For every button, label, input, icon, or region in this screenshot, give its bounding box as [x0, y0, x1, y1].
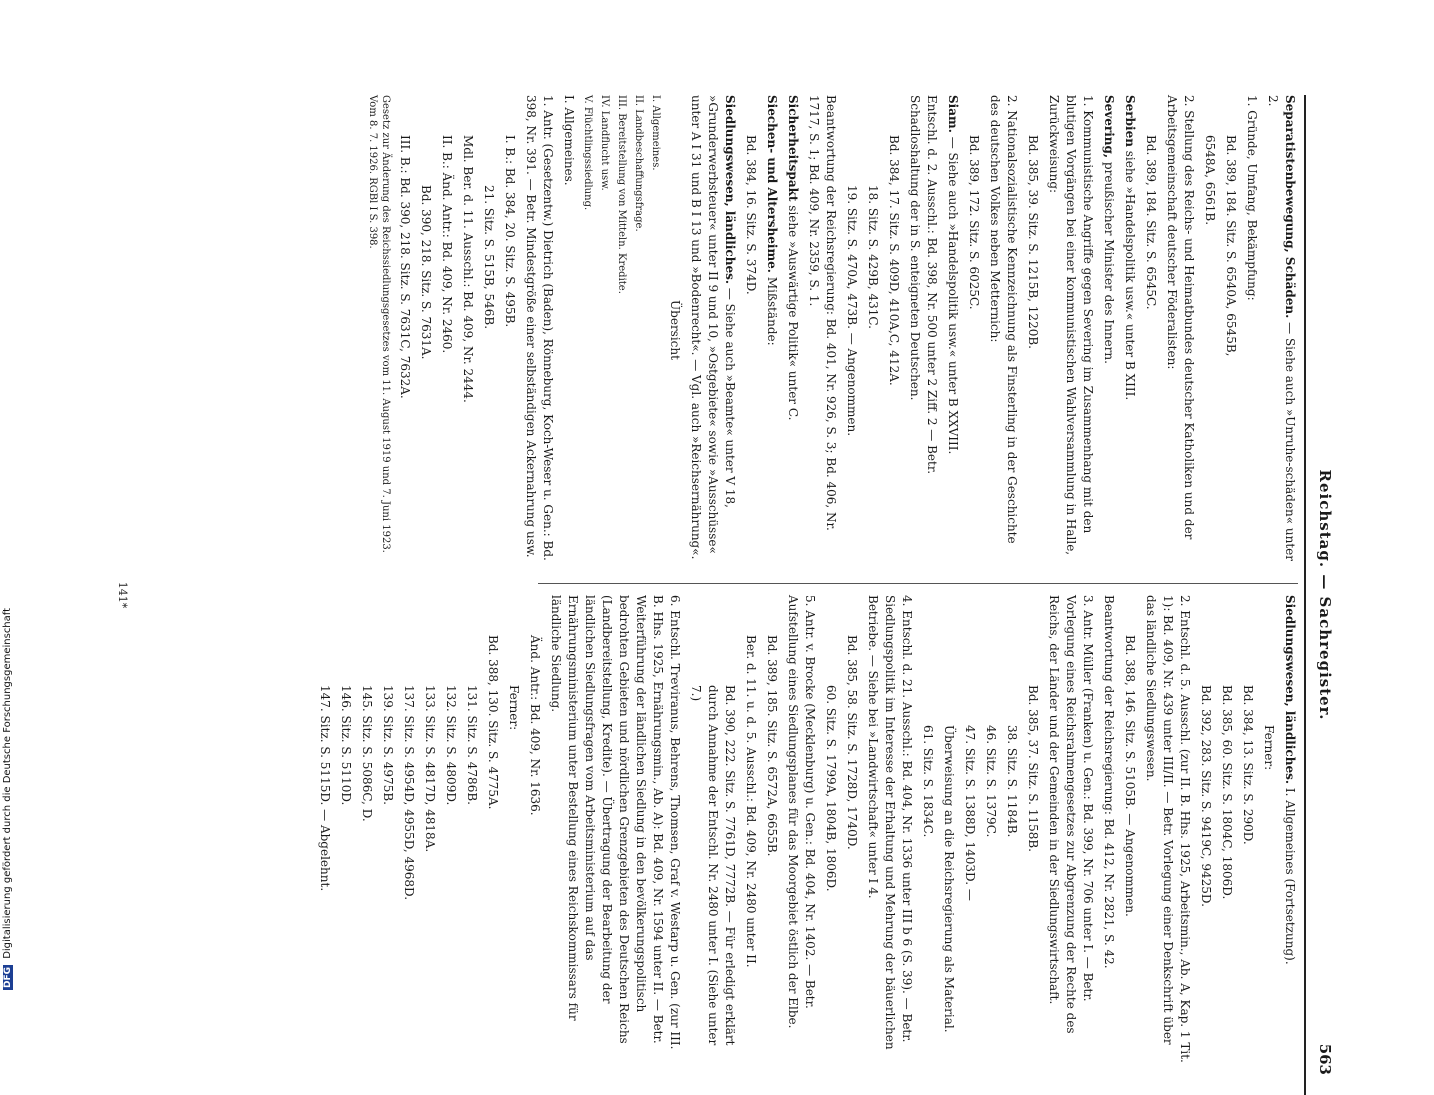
- entry-text: 131. Sitz. S. 4786B.: [465, 685, 479, 805]
- entry-text: Ber. d. 11. u. d. 5. Ausschl.: Bd. 409, Nr. 2480 unter II.: [744, 635, 758, 968]
- entry-keyword: Siedlungswesen, ländliches.: [1283, 595, 1297, 785]
- register-entry: [505, 595, 522, 1065]
- register-entry: [581, 95, 594, 565]
- register-entry: [316, 595, 333, 1065]
- register-entry: [421, 595, 438, 1065]
- register-entry: [1281, 595, 1298, 1065]
- register-entry: [417, 95, 434, 565]
- running-head: [1304, 95, 1334, 1095]
- entry-text: preußischer Minister des Innern.: [1102, 161, 1116, 364]
- page-number: 563: [1316, 1043, 1334, 1075]
- entry-text: 4. Entschl. d. 21. Ausschl.: Bd. 404, Nr. 1336 unter III b 6 (S. 39). — Betr. Siedlungspolitik im Interesse der Erhaltung und Mehrung der bäuerlichen Betriebe. — Siehe bei »Landwirtschaft« unter I 4.: [866, 595, 914, 1050]
- register-entry: [522, 95, 556, 565]
- register-entry: [666, 95, 683, 565]
- entry-text: 146. Sitz. S. 5110D.: [339, 685, 353, 806]
- register-entry: [1201, 95, 1218, 565]
- register-entry: [919, 595, 936, 1065]
- entry-text: Bd. 389, 184. Sitz. S. 6545C.: [1144, 135, 1158, 310]
- entry-text: V. Flüchtlingssiedlung.: [582, 95, 593, 211]
- header-rule: [1304, 95, 1306, 1095]
- entry-text: 47. Sitz. S. 1388D, 1403D. —: [963, 725, 977, 901]
- register-entry: [1024, 595, 1041, 1065]
- register-entry: [1260, 595, 1277, 1065]
- entry-text: 139. Sitz. S. 4975B.: [381, 685, 395, 805]
- entry-text: Bd. 390, 218. Sitz. S. 7631A.: [419, 185, 433, 360]
- column-divider: [538, 583, 1298, 584]
- register-entry: [1045, 95, 1096, 565]
- register-entry: [843, 595, 860, 1065]
- entry-text: 147. Sitz. S. 5115D. — Abgelehnt.: [318, 685, 332, 892]
- register-entry: [615, 95, 628, 565]
- entry-text: — Siehe auch »Beamte« unter V 18, »Grunderwerbsteuer« unter II 9 und 10, »Ostgebiete« sowie »Ausschüsse« unter A I 31 und B I 13 und »Bodenrecht«. — Vgl. auch »Reichsernährung«.: [689, 95, 737, 560]
- entry-keyword: Sicherheitspakt: [786, 95, 800, 202]
- entry-text: — Siehe auch »Handelspolitik usw.« unter B XXVIII.: [946, 136, 960, 455]
- register-entry: [784, 595, 818, 1065]
- entry-text: siehe »Auswärtige Politik« unter C.: [786, 205, 800, 421]
- entry-text: Übersicht: [668, 300, 682, 360]
- register-entry: [763, 95, 780, 565]
- entry-text: Bd. 385, 37. Sitz. S. 1158B.: [1026, 685, 1040, 852]
- entry-text: 1. Kommunistische Angriffe gegen Severing im Zusammenhang mit den blutigen Vorgängen bei einer kommunistischen Wahlversammlung in Halle, Zurückweisung:: [1047, 95, 1095, 556]
- entry-text: 60. Sitz. S. 1799A, 1804B, 1806D.: [824, 685, 838, 892]
- register-entry: [687, 95, 738, 565]
- entry-text: 1. Gründe, Umfang, Bekämpfung:: [1245, 95, 1259, 301]
- register-entry: [1003, 595, 1020, 1065]
- entry-text: 132. Sitz. S. 4809D.: [444, 685, 458, 806]
- entry-text: 18. Sitz. S. 429B, 431C.: [866, 185, 880, 329]
- register-entry: [1100, 595, 1117, 1065]
- register-entry: [1045, 595, 1096, 1065]
- entry-text: 21. Sitz. S. 515B, 546B.: [482, 185, 496, 330]
- entry-text: 137. Sitz. S. 4954D, 4955D, 4968D.: [402, 685, 416, 901]
- register-entry: [438, 95, 455, 565]
- register-entry: [1163, 95, 1197, 565]
- entry-text: Beantwortung der Reichsregierung: Bd. 412, Nr. 2821, S. 42.: [1102, 595, 1116, 969]
- entry-text: Bd. 384, 16. Sitz. S. 374D.: [744, 135, 758, 295]
- entry-text: Änd. Antr.: Bd. 409, Nr. 1636.: [528, 635, 542, 816]
- register-entry: [1239, 595, 1256, 1065]
- entry-text: Ferner:: [507, 685, 521, 731]
- entry-text: Bd. 388, 130. Sitz. S. 4775A.: [486, 635, 500, 810]
- register-entry: [742, 595, 759, 1065]
- entry-text: Bd. 388, 146. Sitz. S. 5105B. — Angenommen.: [1123, 635, 1137, 917]
- entry-text: — Siehe auch »Unruhe-schäden« unter 2.: [1266, 95, 1297, 561]
- page-footer: 141*: [116, 581, 129, 609]
- right-column: [312, 595, 1298, 1065]
- entry-text: Bd. 385, 39. Sitz. S. 1215B, 1220B.: [1026, 135, 1040, 349]
- entry-keyword: Serbien: [1123, 95, 1137, 147]
- dfg-logo: DFG: [3, 966, 13, 988]
- entry-text: 1. Antr. (Gesetzentw.) Dietrich (Baden), Rönneburg, Koch-Weser u. Gen.: Bd. 398, Nr. 391. — Betr. Mindestgröße einer selbständigen Ackernahrung usw.: [524, 95, 555, 561]
- register-entry: [982, 595, 999, 1065]
- digitization-note-text: Digitalisierung gefördert durch die Deutsche Forschungsgemeinschaft: [2, 607, 13, 959]
- entry-text: III. B.: Bd. 390, 218. Sitz. S. 7631C, 7632A.: [398, 135, 412, 399]
- register-entry: [843, 95, 860, 565]
- entry-text: Ferner:: [1262, 725, 1276, 771]
- register-entry: [484, 595, 501, 1065]
- entry-keyword: Severing,: [1102, 95, 1116, 159]
- entry-keyword: Siechen- und Altersheime.: [765, 95, 779, 273]
- register-entry: [1222, 95, 1239, 565]
- entry-text: Bd. 390, 222. Sitz. S. 7761D, 7772B. — Für erledigt erklärt durch Annahme der Entschl. Nr. 2480 unter I. (Siehe unter 7.): [689, 685, 737, 1046]
- register-entry: [337, 595, 354, 1065]
- register-entry: [742, 95, 759, 565]
- register-entry: [358, 595, 375, 1065]
- register-entry: [986, 95, 1020, 565]
- register-entry: [480, 95, 497, 565]
- entry-text: Entschl. d. 2. Ausschl.: Bd. 398, Nr. 500 unter 2 Ziff. 2 — Betr. Schadloshaltung der in S. enteigneten Deutschen.: [908, 95, 939, 475]
- entry-text: Bd. 384, 17. Sitz. S. 409D, 410A,C, 412A.: [887, 135, 901, 386]
- entry-text: 6548A, 6561B.: [1203, 135, 1217, 226]
- entry-text: I. B.: Bd. 384, 20. Sitz. S. 495B.: [503, 135, 517, 328]
- running-head-title: Reichstag. — Sachregister.: [1316, 469, 1334, 721]
- register-entry: [632, 95, 645, 565]
- register-entry: [1121, 595, 1138, 1065]
- register-entry: [501, 95, 518, 565]
- entry-text: 38. Sitz. S. 1184B.: [1005, 725, 1019, 838]
- entry-text: 2. Entschl. d. 5. Ausschl. (zur II. B. Hhs. 1925, Arbeitsmin., Ab. A, Kap. 1 Tit. 1): Bd. 409, Nr. 439 unter III/II. — Betr. Vorlegung einer Denkschrift über das ländliche Siedlungswesen.: [1144, 595, 1192, 1063]
- register-entry: [1218, 595, 1235, 1065]
- entry-text: IV. Landflucht usw.: [599, 95, 610, 191]
- digitization-note: [2, 608, 13, 990]
- register-entry: [687, 595, 738, 1065]
- entry-text: Überweisung an die Reichsregierung als Material.: [942, 725, 956, 1033]
- entry-text: Bd. 385, 60. Sitz. S. 1804C, 1806D.: [1220, 685, 1234, 900]
- entry-text: 133. Sitz. S. 4817D, 4818A.: [423, 685, 437, 853]
- register-entry: [1100, 95, 1117, 565]
- entry-text: 19. Sitz. S. 470A, 473B. — Angenommen.: [845, 185, 859, 437]
- entry-text: 2. Nationalsozialistische Kennzeichnung als Finsterling in der Geschichte des deutschen Volkes neben Metternich:: [988, 95, 1019, 544]
- register-entry: [1142, 595, 1193, 1065]
- entry-text: siehe »Handelspolitik usw.« unter B XIII.: [1123, 150, 1137, 401]
- register-entry: [400, 595, 417, 1065]
- register-entry: [1197, 595, 1214, 1065]
- register-entry: [763, 595, 780, 1065]
- register-entry: [961, 595, 978, 1065]
- rotated-register-page: [94, 95, 1334, 1095]
- register-entry: [1142, 95, 1159, 565]
- register-entry: [864, 95, 881, 565]
- register-entry: [598, 95, 611, 565]
- register-entry: [560, 95, 577, 565]
- entry-text: 61. Sitz. S. 1834C.: [921, 725, 935, 838]
- register-entry: [547, 595, 683, 1065]
- entry-text: 46. Sitz. S. 1379C.: [984, 725, 998, 838]
- register-entry: [944, 95, 961, 565]
- entry-text: Beantwortung der Reichsregierung: Bd. 401, Nr. 926, S. 3; Bd. 406, Nr. 1717, S. 1; Bd. 409, Nr. 2359, S. 1.: [807, 95, 838, 531]
- register-entry: [526, 595, 543, 1065]
- entry-keyword: Separatistenbewegung, Schäden.: [1283, 95, 1297, 319]
- entry-text: Bd. 385, 58. Sitz. S. 1728D, 1740D.: [845, 635, 859, 850]
- register-entry: [784, 95, 801, 565]
- register-entry: [940, 595, 957, 1065]
- register-entry: [885, 95, 902, 565]
- entry-text: 2. Stellung des Reichs- und Heimatbundes deutscher Katholiken und der Arbeitsgemeinschaft deutscher Föderalisten:: [1165, 95, 1196, 540]
- entry-text: Gesetz zur Änderung des Reichssiedlungsgesetzes vom 11. August 1919 und 7. Juni 1923. Vom 8. 7. 1926. RGBl I S. 398.: [367, 95, 391, 553]
- entry-text: Mißstände:: [765, 276, 779, 346]
- register-entry: [864, 595, 915, 1065]
- entry-text: III. Bereitstellung von Mitteln. Kredite.: [616, 95, 627, 294]
- entry-text: Bd. 389, 172. Sitz. S. 6025C.: [967, 135, 981, 310]
- entry-text: 6. Entschl. Treviranus, Behrens, Thomsen, Graf v. Westarp u. Gen. (zur III. B. Hhs. 1925, Ernährungsmin., Ab. A): Bd. 409, Nr. 1594 unter II. — Betr. Weiterführung der ländlichen Siedlung in den bevölkerungspolitisch bedrohten Gebieten und nördlichen Grenzgebieten des Deutschen Reichs (Landbereitstellung, Kredite). — Übertragung der Bearbeitung der ländlichen Siedlungsfragen vom Arbeitsministerium auf das Ernährungsministerium unter Bestellung eines Reichskommissars für ländliche Siedlung.: [549, 595, 682, 1050]
- register-entry: [1243, 95, 1260, 565]
- entry-keyword: Siedlungswesen, ländliches.: [723, 95, 737, 285]
- entry-text: 3. Antr. Müller (Franken) u. Gen.: Bd. 399, Nr. 706 unter I. — Betr. Vorlegung eines Reichsrahmengesetzes zur Abgrenzung der Rechte des Reichs, der Länder und der Gemeinden in der Siedlungswirtschaft.: [1047, 595, 1095, 1034]
- register-entry: [822, 595, 839, 1065]
- entry-text: 145. Sitz. S. 5086C, D.: [360, 685, 374, 822]
- entry-keyword: Siam.: [946, 95, 960, 133]
- register-entry: [366, 95, 392, 565]
- register-entry: [649, 95, 662, 565]
- register-entry: [442, 595, 459, 1065]
- left-column: [362, 95, 1298, 565]
- entry-text: Bd. 384, 13. Sitz. S. 290D.: [1241, 685, 1255, 845]
- entry-text: Mdl. Ber. d. 11. Ausschl.: Bd. 409, Nr. 2444.: [461, 135, 475, 403]
- register-entry: [1264, 95, 1298, 565]
- entry-text: I. Allgemeines.: [562, 95, 576, 186]
- entry-text: I. Allgemeines (Fortsetzung).: [1283, 787, 1297, 965]
- entry-text: II. B.: Änd. Antr.: Bd. 409, Nr. 2460.: [440, 135, 454, 354]
- entry-text: Bd. 389, 185. Sitz. S. 6572A, 6655B.: [765, 635, 779, 857]
- entry-text: Bd. 389, 184. Sitz. S. 6540A, 6545B,: [1224, 135, 1238, 357]
- register-entry: [1024, 95, 1041, 565]
- register-entry: [906, 95, 940, 565]
- register-entry: [463, 595, 480, 1065]
- register-entry: [965, 95, 982, 565]
- entry-text: II. Landbeschaffungsfrage.: [633, 95, 644, 232]
- register-entry: [379, 595, 396, 1065]
- entry-text: Bd. 392, 283. Sitz. S. 9419C, 9425D.: [1199, 685, 1213, 907]
- entry-text: 5. Antr. v. Brocke (Mecklenburg) u. Gen.: Bd. 404, Nr. 1402. — Betr. Aufstellung eines Siedlungsplanes für das Moorgebiet östlich der Elbe.: [786, 595, 817, 1029]
- register-entry: [459, 95, 476, 565]
- register-entry: [1121, 95, 1138, 565]
- register-entry: [805, 95, 839, 565]
- entry-text: I. Allgemeines.: [650, 95, 661, 171]
- register-entry: [396, 95, 413, 565]
